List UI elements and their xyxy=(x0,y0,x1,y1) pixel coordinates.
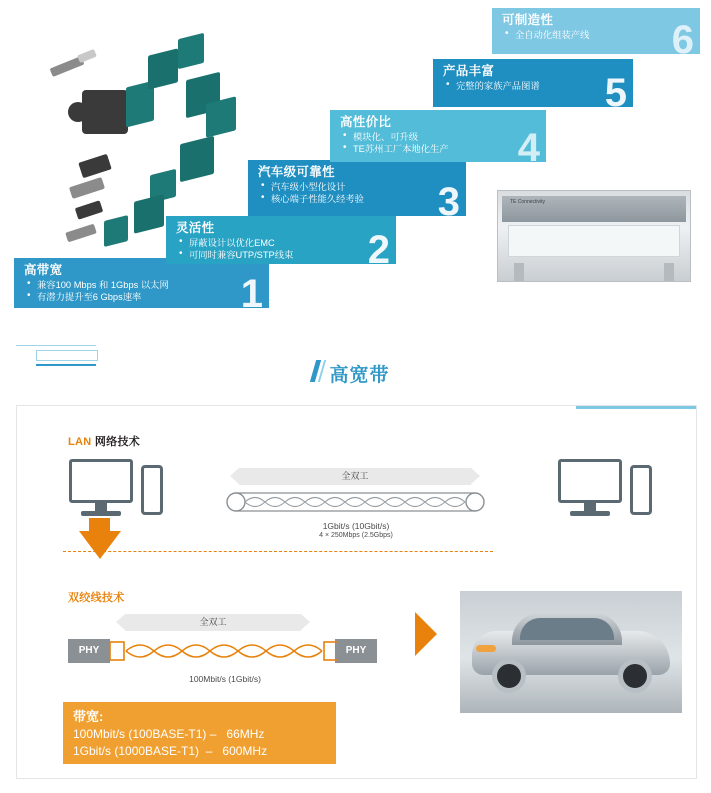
twisted-pair-duplex-label: 全双工 xyxy=(199,617,227,627)
ladder-step-1-bullets xyxy=(24,279,261,303)
list-item: • 屏蔽设计以优化EMC xyxy=(176,237,388,249)
ladder-step-2-title: 灵活性 xyxy=(176,221,215,235)
car-wheel-front xyxy=(492,659,526,693)
section-dashed-divider xyxy=(63,551,493,552)
twisted-pair-duplex-arrow xyxy=(125,614,301,631)
twisted-pair-cable-icon xyxy=(110,634,338,670)
list-item: • 模块化、可升级 xyxy=(340,131,538,143)
phone-icon xyxy=(141,465,163,515)
page-title xyxy=(307,358,403,389)
ladder-step-4-bullets xyxy=(340,131,538,155)
arrow-right-cap-icon xyxy=(471,468,480,484)
ladder-step-4-title: 高性价比 xyxy=(340,115,392,129)
lan-duplex-arrow xyxy=(239,468,471,485)
arrow-right-cap-icon xyxy=(301,614,310,630)
divider-line-top xyxy=(16,345,96,346)
lan-left-devices xyxy=(69,459,133,526)
car-wheel-rear xyxy=(618,659,652,693)
list-item: • 完整的家族产品图谱 xyxy=(443,80,625,92)
monitor-screen xyxy=(558,459,622,503)
ladder-step-2 xyxy=(166,216,396,272)
content-card xyxy=(16,405,697,779)
list-item: • 有潜力提升至6 Gbps速率 xyxy=(24,291,261,303)
monitor-base xyxy=(81,511,121,516)
section-title-text: 高宽带 xyxy=(329,365,390,386)
lan-cable-icon xyxy=(225,491,487,513)
ladder-step-6-number: 6 xyxy=(671,18,694,62)
monitor-icon xyxy=(558,459,622,521)
assembly-line-photo xyxy=(497,190,691,282)
bandwidth-box xyxy=(63,702,336,764)
lan-title-highlight: LAN xyxy=(68,436,92,448)
monitor-neck xyxy=(584,503,596,511)
ladder-step-6 xyxy=(492,8,700,62)
ladder-step-2-bullets xyxy=(176,237,388,261)
list-item: • 汽车级小型化设计 xyxy=(258,181,458,193)
machine-window xyxy=(508,225,680,257)
list-item: • 全自动化组装产线 xyxy=(502,29,692,41)
ladder-step-1-title: 高带宽 xyxy=(24,263,63,277)
lan-duplex-label: 全双工 xyxy=(341,471,369,481)
monitor-icon xyxy=(69,459,133,521)
lan-block-title xyxy=(68,433,140,449)
lan-right-devices xyxy=(558,459,622,526)
phy-left-box: PHY xyxy=(68,639,110,663)
lan-rate-sub: 4 × 250Mbps (2.5Gbps) xyxy=(319,532,393,539)
ladder-step-2-number: 2 xyxy=(367,228,390,272)
twisted-pair-rate: 100Mbit/s (1Gbit/s) xyxy=(189,674,261,684)
machine-leg-left xyxy=(514,263,524,281)
monitor-screen xyxy=(69,459,133,503)
down-arrow-icon xyxy=(79,531,121,559)
ladder-step-5 xyxy=(433,59,633,115)
monitor-base xyxy=(570,511,610,516)
phy-right-box: PHY xyxy=(335,639,377,663)
arrow-left-cap-icon xyxy=(230,468,239,484)
ladder-step-5-number: 5 xyxy=(604,71,627,115)
monitor-neck xyxy=(95,503,107,511)
ladder-step-4 xyxy=(330,110,546,170)
list-item: • TE苏州工厂本地化生产 xyxy=(340,143,538,155)
card-accent-bar xyxy=(576,406,696,409)
bandwidth-line-2: 1Gbit/s (1000BASE-T1) – 600MHz xyxy=(73,744,268,758)
ladder-step-3-number: 3 xyxy=(437,180,460,224)
ladder-step-3 xyxy=(248,160,466,224)
section-title-wrapper xyxy=(0,358,711,389)
twisted-pair-block-title: 双绞线技术 xyxy=(68,592,125,604)
machine-brand-label: TE Connectivity xyxy=(510,199,546,205)
phone-icon xyxy=(630,465,652,515)
right-arrow-icon xyxy=(415,612,437,656)
list-item: • 兼容100 Mbps 和 1Gbps 以太网 xyxy=(24,279,261,291)
lan-rate-main: 1Gbit/s (10Gbit/s) xyxy=(322,521,390,531)
ladder-step-5-bullets xyxy=(443,80,625,92)
machine-leg-right xyxy=(664,263,674,281)
ladder-step-3-bullets xyxy=(258,181,458,205)
ladder-diagram-section xyxy=(0,0,711,345)
ladder-step-1-number: 1 xyxy=(240,272,263,316)
car-headlight xyxy=(476,645,496,652)
car-glass xyxy=(520,618,614,640)
list-item: • 核心端子性能久经考验 xyxy=(258,193,458,205)
bandwidth-line-1: 100Mbit/s (100BASE-T1) – 66MHz xyxy=(73,727,265,741)
ladder-step-5-title: 产品丰富 xyxy=(443,64,495,78)
list-item: • 可同时兼容UTP/STP线束 xyxy=(176,249,388,261)
arrow-left-cap-icon xyxy=(116,614,125,630)
bandwidth-title: 带宽: xyxy=(73,709,104,724)
ladder-step-3-title: 汽车级可靠性 xyxy=(258,165,335,179)
ladder-step-1 xyxy=(14,258,269,316)
ladder-step-4-number: 4 xyxy=(517,126,540,170)
car-photo xyxy=(460,591,682,713)
ladder-step-6-bullets xyxy=(502,29,692,41)
ladder-step-6-title: 可制造性 xyxy=(502,13,554,27)
lan-title-rest: 网络技术 xyxy=(91,436,141,448)
